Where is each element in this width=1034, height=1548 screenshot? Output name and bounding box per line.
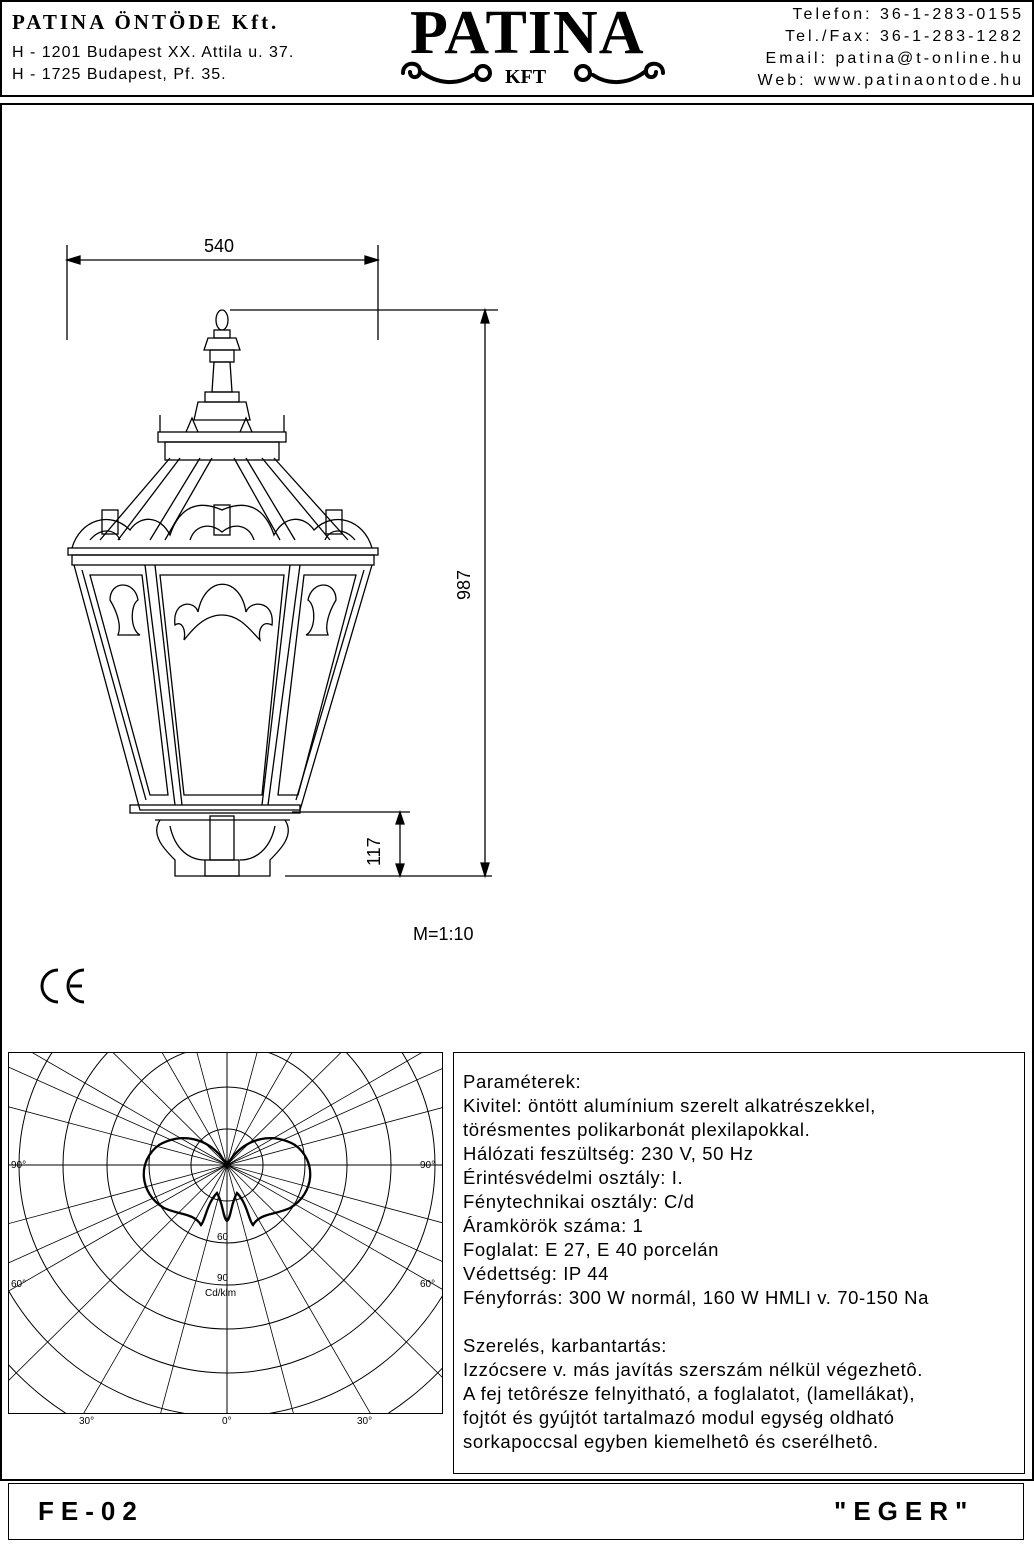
scale-label: M=1:10 (413, 924, 474, 944)
param-line: Hálózati feszültség: 230 V, 50 Hz (463, 1143, 754, 1164)
address-line-1: H - 1201 Budapest XX. Attila u. 37. (12, 44, 295, 61)
param-line: Szerelés, karbantartás: (463, 1335, 668, 1356)
height-dimension: 987 (454, 569, 474, 600)
polar-label-90-right: 90° (420, 1160, 436, 1171)
lantern-drawing (0, 230, 520, 890)
contact-email: Email: patina@t-online.hu (765, 50, 1024, 67)
logo-wordmark: PATINA (410, 0, 645, 67)
param-line: Fénytechnikai osztály: C/d (463, 1191, 695, 1212)
param-line: sorkapoccsal egyben kiemelhetô és cserélhetô. (463, 1431, 879, 1452)
polar-label-60-left: 60° (11, 1279, 27, 1290)
polar-label-90-left: 90° (11, 1160, 27, 1171)
param-line: fojtót és gyújtót tartalmazó modul egység oldható (463, 1407, 895, 1428)
parameters-text (463, 1070, 929, 1454)
polar-ring-60: 60 (217, 1232, 229, 1243)
param-line: Izzócsere v. más javítás szerszám nélkül végezhetô. (463, 1359, 924, 1380)
param-line: Áramkörök száma: 1 (463, 1215, 644, 1236)
param-line: Kivitel: öntött alumínium szerelt alkatrészekkel, (463, 1095, 876, 1116)
contact-phone: Telefon: 36-1-283-0155 (792, 6, 1024, 23)
param-line: A fej tetôrésze felnyitható, a foglalatot, (lamellákat), (463, 1383, 916, 1404)
polar-bottom-0: 0° (222, 1416, 232, 1427)
product-name: "EGER" (834, 1496, 975, 1526)
polar-bottom-30-right: 30° (357, 1416, 373, 1427)
ce-mark-logo (38, 966, 88, 1006)
polar-bottom-30-left: 30° (79, 1416, 95, 1427)
polar-label-60-right: 60° (420, 1279, 436, 1290)
width-dimension: 540 (204, 236, 235, 256)
contact-web: Web: www.patinaontode.hu (757, 72, 1024, 89)
param-line: Érintésvédelmi osztály: I. (463, 1167, 684, 1188)
address-line-2: H - 1725 Budapest, Pf. 35. (12, 66, 227, 83)
param-line: Foglalat: E 27, E 40 porcelán (463, 1239, 719, 1260)
param-line: Paraméterek: (463, 1071, 582, 1092)
param-line: törésmentes polikarbonát plexilapokkal. (463, 1119, 811, 1140)
polar-ring-90: 90 (217, 1273, 229, 1284)
company-name: PATINA ÖNTÖDE Kft. (12, 10, 280, 34)
base-dimension: 117 (364, 837, 384, 866)
param-line: Védettség: IP 44 (463, 1263, 610, 1284)
polar-unit: Cd/klm (205, 1288, 237, 1299)
contact-fax: Tel./Fax: 36-1-283-1282 (785, 28, 1024, 45)
product-code: FE-02 (38, 1496, 144, 1526)
logo-kft: KFT (505, 66, 547, 88)
param-line: Fényforrás: 300 W normál, 160 W HMLI v. 70-150 Na (463, 1287, 930, 1308)
param-line (463, 1310, 929, 1334)
